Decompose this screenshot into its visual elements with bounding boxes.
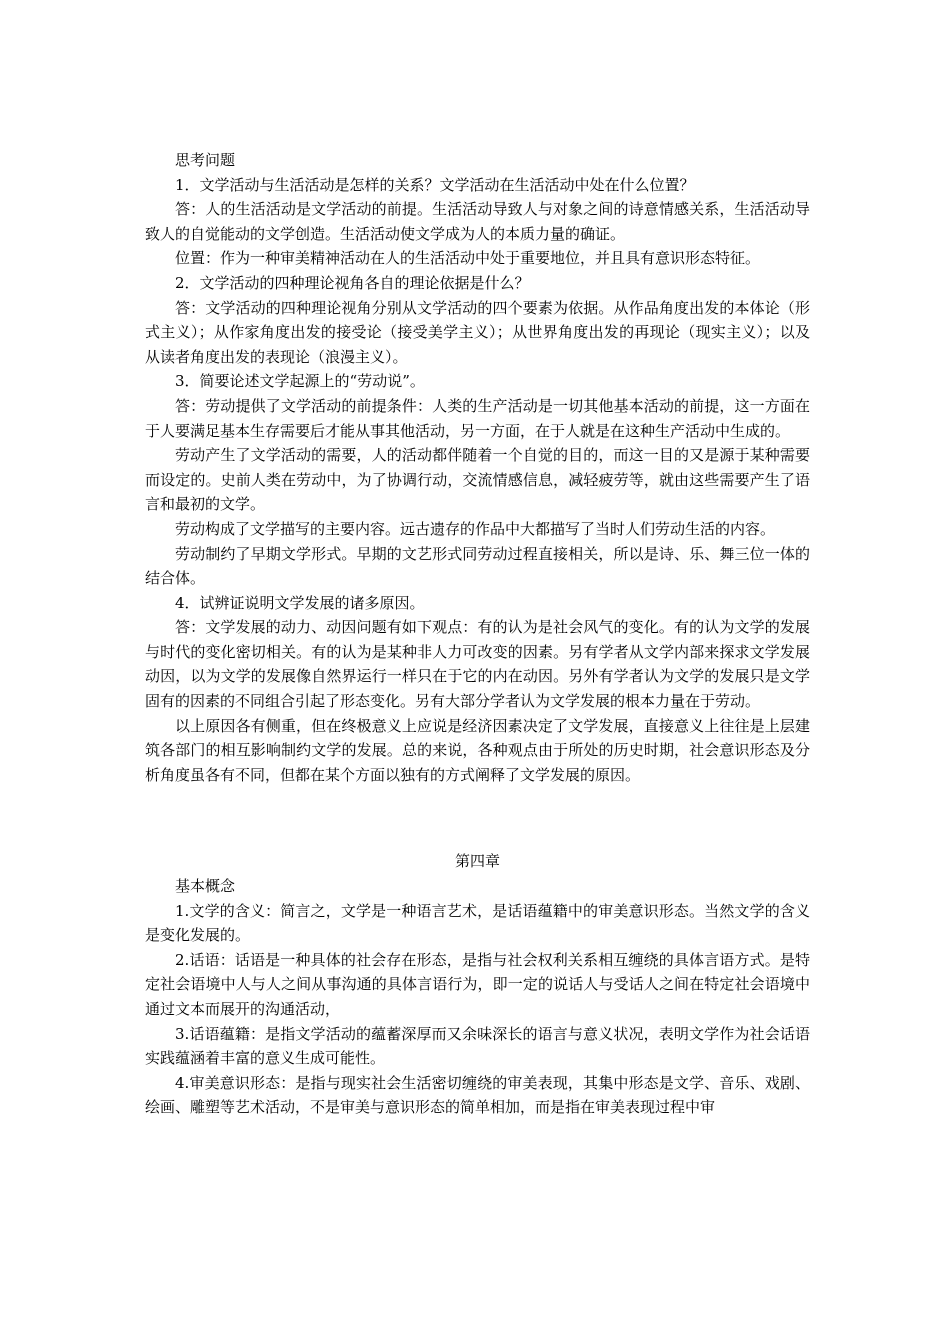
paragraph: 1．文学活动与生活活动是怎样的关系？文学活动在生活活动中处在什么位置？	[175, 175, 695, 194]
chapter-title: 第四章	[454, 852, 500, 871]
document-page	[145, 148, 810, 1120]
paragraph: 2.话语：话语是一种具体的社会存在形态，是指与社会权利关系相互缠绕的具体言语方式。是特定社会语境中人与人之间从事沟通的具体言语行为，即一定的说话人与受话人之间在特定社会语境中通过文本而展开的沟通活动，	[145, 950, 810, 1018]
paragraph: 答：文学活动的四种理论视角分别从文学活动的四个要素为依据。从作品角度出发的本体论（形式主义）；从作家角度出发的接受论（接受美学主义）；从世界角度出发的再现论（现实主义）；以及从读者角度出发的表现论（浪漫主义）。	[145, 298, 810, 366]
paragraph: 2．文学活动的四种理论视角各自的理论依据是什么？	[175, 273, 530, 292]
paragraph: 1.文学的含义：简言之，文学是一种语言艺术，是话语蕴籍中的审美意识形态。当然文学的含义是变化发展的。	[145, 901, 810, 945]
section-heading-think: 思考问题	[175, 151, 236, 169]
section-heading-concepts: 基本概念	[175, 877, 236, 896]
paragraph: 3.话语蕴籍：是指文学活动的蕴蓄深厚而又余味深长的语言与意义状况，表明文学作为社会话语实践蕴涵着丰富的意义生成可能性。	[145, 1024, 810, 1068]
paragraph: 答：劳动提供了文学活动的前提条件：人类的生产活动是一切其他基本活动的前提，这一方面在于人要满足基本生存需要后才能从事其他活动，另一方面，在于人就是在这种生产活动中生成的。	[145, 396, 810, 440]
paragraph: 劳动产生了文学活动的需要，人的活动都伴随着一个自觉的目的，而这一目的又是源于某种需要而设定的。史前人类在劳动中，为了协调行动，交流情感信息，减轻疲劳等，就由这些需要产生了语言和最初的文学。	[145, 446, 810, 514]
paragraph: 位置：作为一种审美精神活动在人的生活活动中处于重要地位，并且具有意识形态特征。	[175, 249, 761, 268]
paragraph: 答：文学发展的动力、动因问题有如下观点：有的认为是社会风气的变化。有的认为文学的发展与时代的变化密切相关。有的认为是某种非人力可改变的因素。另有学者从文学内部来探求文学发展动因，以为文学的发展像自然界运行一样只在于它的内在动因。另外有学者认为文学的发展只是文学固有的因素的不同组合引起了形态变化。另有大部分学者认为文学发展的根本力量在于劳动。	[145, 618, 810, 711]
paragraph: 3．简要论述文学起源上的“劳动说”。	[175, 372, 425, 391]
paragraph: 劳动制约了早期文学形式。早期的文艺形式同劳动过程直接相关，所以是诗、乐、舞三位一体的结合体。	[145, 544, 810, 588]
paragraph: 劳动构成了文学描写的主要内容。远古遗存的作品中大都描写了当时人们劳动生活的内容。	[175, 519, 776, 538]
paragraph: 4．试辨证说明文学发展的诸多原因。	[175, 593, 425, 612]
paragraph: 以上原因各有侧重，但在终极意义上应说是经济因素决定了文学发展，直接意义上往往是上层建筑各部门的相互影响制约文学的发展。总的来说，各种观点由于所处的历史时期，社会意识形态及分析角度虽各有不同，但都在某个方面以独有的方式阐释了文学发展的原因。	[145, 716, 810, 784]
paragraph: 4.审美意识形态：是指与现实社会生活密切缠绕的审美表现，其集中形态是文学、音乐、戏剧、绘画、雕塑等艺术活动，不是审美与意识形态的简单相加，而是指在审美表现过程中审	[145, 1073, 810, 1117]
paragraph: 答：人的生活活动是文学活动的前提。生活活动导致人与对象之间的诗意情感关系，生活活动导致人的自觉能动的文学创造。生活活动使文学成为人的本质力量的确证。	[145, 200, 810, 243]
section-gap	[145, 787, 810, 849]
